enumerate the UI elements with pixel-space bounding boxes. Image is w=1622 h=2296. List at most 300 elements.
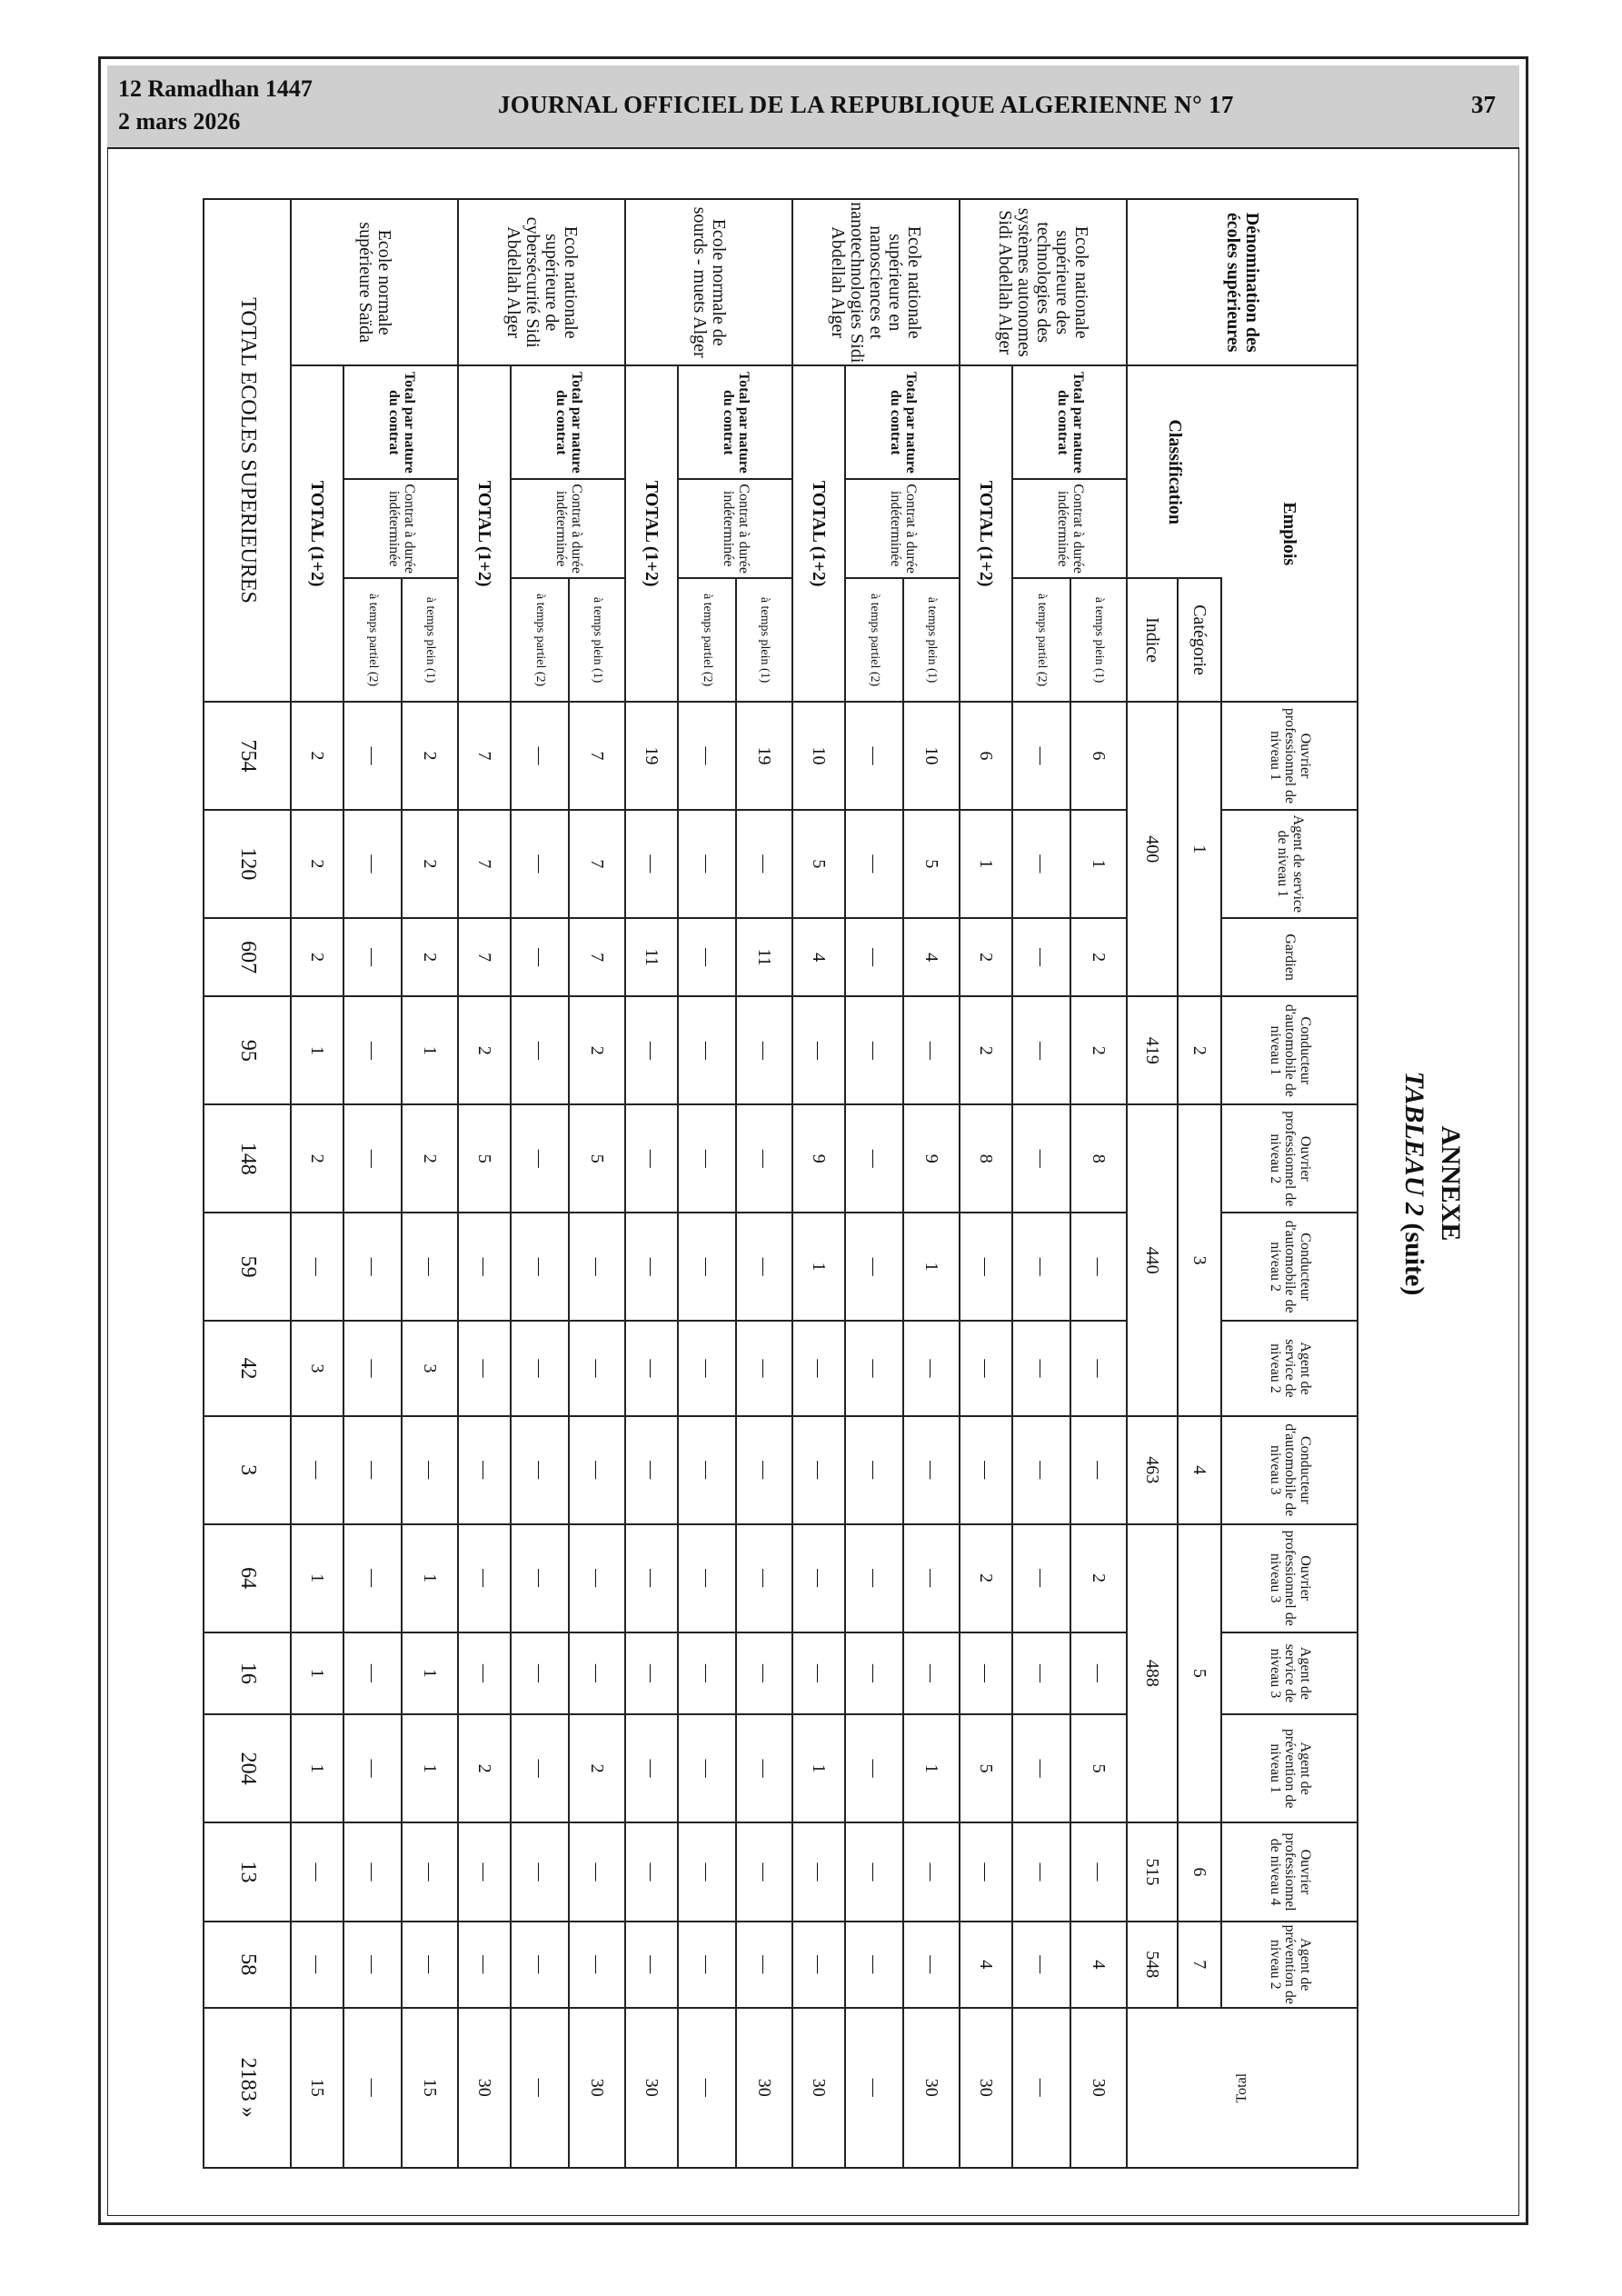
job-header: Conducteur d'automobile de niveau 1 [1221, 996, 1358, 1104]
value-cell: — [736, 1714, 792, 1822]
value-cell: 10 [792, 702, 845, 810]
value-cell: — [903, 996, 960, 1104]
value-cell: — [1012, 1714, 1070, 1822]
value-cell: — [792, 1922, 845, 2008]
value-cell: 15 [402, 2008, 458, 2168]
categorie-2: 2 [1178, 996, 1221, 1104]
value-cell: — [1012, 1922, 1070, 2008]
value-cell: 2 [458, 996, 511, 1104]
contrat-label: Contrat à durée indéterminée [1012, 479, 1127, 578]
job-header: Agent de service de niveau 3 [1221, 1632, 1358, 1715]
value-cell: 9 [792, 1104, 845, 1213]
value-cell: 1 [402, 1714, 458, 1822]
value-cell: — [1012, 810, 1070, 918]
value-cell: — [678, 1416, 736, 1524]
indice-400: 400 [1127, 702, 1178, 996]
value-cell: 30 [1070, 2008, 1127, 2168]
grand-total-cell: 95 [204, 996, 291, 1104]
value-cell: — [1012, 1104, 1070, 1213]
value-cell: — [845, 2008, 903, 2168]
classification-header: Classification [1127, 365, 1221, 578]
value-cell: — [736, 1416, 792, 1524]
value-cell: — [736, 1213, 792, 1321]
value-cell: 7 [458, 702, 511, 810]
total-1-2-label: TOTAL (1+2) [792, 365, 845, 702]
temps-plein-label: à temps plein (1) [1070, 578, 1127, 702]
value-cell: — [736, 996, 792, 1104]
categorie-5: 5 [1178, 1524, 1221, 1822]
value-cell: — [1012, 1524, 1070, 1632]
value-cell: — [569, 1822, 625, 1922]
value-cell: — [291, 1416, 343, 1524]
value-cell: 6 [960, 702, 1012, 810]
value-cell: — [511, 996, 569, 1104]
value-cell: 1 [903, 1714, 960, 1822]
value-cell: 11 [736, 918, 792, 997]
value-cell: 2 [291, 810, 343, 918]
value-cell: 2 [569, 1714, 625, 1822]
value-cell: — [960, 1321, 1012, 1416]
value-cell: — [736, 1321, 792, 1416]
value-cell: — [792, 996, 845, 1104]
job-header: Ouvrier professionnel de niveau 2 [1221, 1104, 1358, 1213]
temps-plein-label: à temps plein (1) [402, 578, 458, 702]
job-header: Ouvrier professionnel de niveau 4 [1221, 1822, 1358, 1922]
value-cell: — [1070, 1632, 1127, 1715]
value-cell: — [678, 918, 736, 997]
value-cell: — [343, 1104, 402, 1213]
total-1-2-label: TOTAL (1+2) [291, 365, 343, 702]
value-cell: — [291, 1822, 343, 1922]
school-row-total [291, 199, 343, 2168]
value-cell: — [845, 1104, 903, 1213]
value-cell: — [511, 1922, 569, 2008]
total-1-2-label: TOTAL (1+2) [960, 365, 1012, 702]
value-cell: — [1012, 1822, 1070, 1922]
grand-total-cell: 607 [204, 918, 291, 997]
value-cell: 7 [569, 810, 625, 918]
value-cell: — [511, 1822, 569, 1922]
value-cell: 1 [291, 1714, 343, 1822]
total-1-2-label: TOTAL (1+2) [625, 365, 678, 702]
temps-plein-label: à temps plein (1) [569, 578, 625, 702]
value-cell: — [678, 702, 736, 810]
value-cell: 19 [736, 702, 792, 810]
value-cell: — [960, 1822, 1012, 1922]
value-cell: — [569, 1632, 625, 1715]
value-cell: — [1070, 1822, 1127, 1922]
annex-subtitle [1398, 198, 1429, 2169]
job-header: Agent de service de niveau 2 [1221, 1321, 1358, 1416]
value-cell: 5 [792, 810, 845, 918]
value-cell: 1 [903, 1213, 960, 1321]
page-number: 37 [1471, 91, 1496, 118]
value-cell: — [458, 1321, 511, 1416]
value-cell: 7 [569, 918, 625, 997]
grand-total-cell: 16 [204, 1632, 291, 1715]
job-header: Agent de prévention de niveau 2 [1221, 1922, 1358, 2008]
value-cell: — [960, 1213, 1012, 1321]
value-cell: — [792, 1321, 845, 1416]
value-cell: — [511, 2008, 569, 2168]
value-cell: 5 [960, 1714, 1012, 1822]
value-cell: 1 [402, 1632, 458, 1715]
value-cell: — [458, 1922, 511, 2008]
indice-463: 463 [1127, 1416, 1178, 1524]
value-cell: — [1012, 1213, 1070, 1321]
value-cell: — [625, 1822, 678, 1922]
value-cell: 30 [792, 2008, 845, 2168]
job-header: Ouvrier professionnel de niveau 1 [1221, 702, 1358, 810]
value-cell: 7 [458, 810, 511, 918]
value-cell: — [511, 1321, 569, 1416]
value-cell: — [343, 1822, 402, 1922]
value-cell: 30 [569, 2008, 625, 2168]
value-cell: 15 [291, 2008, 343, 2168]
grand-total-cell: 59 [204, 1213, 291, 1321]
value-cell: 30 [625, 2008, 678, 2168]
value-cell: 2 [402, 918, 458, 997]
total-nature-label: Total par nature du contrat [343, 365, 458, 479]
value-cell: — [792, 1416, 845, 1524]
value-cell: 2 [1070, 996, 1127, 1104]
value-cell: — [569, 1321, 625, 1416]
school-name: Ecole nationale supérieure de cybersécurité Sidi Abdellah Alger [458, 199, 625, 365]
job-header: Conducteur d'automobile de niveau 2 [1221, 1213, 1358, 1321]
categorie-7: 7 [1178, 1922, 1221, 2008]
value-cell: 4 [903, 918, 960, 997]
value-cell: — [511, 810, 569, 918]
temps-partiel-label: à temps partiel (2) [845, 578, 903, 702]
value-cell: — [569, 1213, 625, 1321]
school-row-plein [736, 199, 792, 2168]
grand-total-cell: 204 [204, 1714, 291, 1822]
temps-partiel-label: à temps partiel (2) [343, 578, 402, 702]
value-cell: — [343, 2008, 402, 2168]
value-cell: — [903, 1922, 960, 2008]
value-cell: 2 [402, 1104, 458, 1213]
value-cell: — [678, 2008, 736, 2168]
value-cell: — [569, 1524, 625, 1632]
value-cell: — [1070, 1416, 1127, 1524]
categorie-1: 1 [1178, 702, 1221, 996]
value-cell: 4 [792, 918, 845, 997]
value-cell: — [736, 1922, 792, 2008]
contrat-label: Contrat à durée indéterminée [511, 479, 625, 578]
value-cell: — [1012, 996, 1070, 1104]
value-cell: — [678, 810, 736, 918]
school-row-plein [402, 199, 458, 2168]
grand-total-cell: 42 [204, 1321, 291, 1416]
value-cell: — [1012, 1416, 1070, 1524]
value-cell: 6 [1070, 702, 1127, 810]
value-cell: — [1012, 2008, 1070, 2168]
value-cell: — [903, 1822, 960, 1922]
value-cell: — [960, 1632, 1012, 1715]
grand-total-cell: 754 [204, 702, 291, 810]
value-cell: — [845, 1416, 903, 1524]
school-name: Ecole normale de sourds - muets Alger [625, 199, 792, 365]
value-cell: 1 [792, 1213, 845, 1321]
value-cell: — [511, 1213, 569, 1321]
indice-419: 419 [1127, 996, 1178, 1104]
value-cell: — [625, 1524, 678, 1632]
value-cell: — [736, 1524, 792, 1632]
value-cell: 30 [458, 2008, 511, 2168]
value-cell: 1 [291, 996, 343, 1104]
value-cell: 5 [903, 810, 960, 918]
value-cell: — [511, 1714, 569, 1822]
total-nature-label: Total par nature du contrat [678, 365, 792, 479]
job-header: Conducteur d'automobile de niveau 3 [1221, 1416, 1358, 1524]
value-cell: — [569, 1922, 625, 2008]
annex-table [203, 198, 1358, 2169]
value-cell: — [511, 1524, 569, 1632]
grand-total-cell: 2183 » [204, 2008, 291, 2168]
grand-total-cell: 64 [204, 1524, 291, 1632]
temps-partiel-label: à temps partiel (2) [678, 578, 736, 702]
value-cell: 30 [960, 2008, 1012, 2168]
temps-partiel-label: à temps partiel (2) [511, 578, 569, 702]
value-cell: — [625, 996, 678, 1104]
value-cell: — [845, 1922, 903, 2008]
value-cell: — [678, 1922, 736, 2008]
value-cell: — [343, 1524, 402, 1632]
grand-total-cell: 13 [204, 1822, 291, 1922]
value-cell: 30 [903, 2008, 960, 2168]
value-cell: 1 [402, 996, 458, 1104]
value-cell: — [625, 1714, 678, 1822]
value-cell: — [343, 1416, 402, 1524]
value-cell: — [343, 1714, 402, 1822]
value-cell: — [625, 1416, 678, 1524]
job-header: Gardien [1221, 918, 1358, 997]
value-cell: — [343, 996, 402, 1104]
value-cell: 1 [1070, 810, 1127, 918]
header-date-hijri: 12 Ramadhan 1447 [118, 75, 313, 102]
value-cell: — [678, 1104, 736, 1213]
value-cell: — [458, 1416, 511, 1524]
categorie-header: Catégorie [1178, 578, 1221, 702]
value-cell: — [736, 810, 792, 918]
value-cell: 1 [291, 1632, 343, 1715]
grand-total-label: TOTAL ECOLES SUPERIEURES [204, 199, 291, 702]
value-cell: — [845, 918, 903, 997]
value-cell: 30 [736, 2008, 792, 2168]
value-cell: — [402, 1922, 458, 2008]
value-cell: 2 [960, 1524, 1012, 1632]
rotated-annex [168, 198, 1466, 2169]
value-cell: — [625, 1321, 678, 1416]
grand-total-cell: 3 [204, 1416, 291, 1524]
value-cell: 10 [903, 702, 960, 810]
temps-plein-label: à temps plein (1) [903, 578, 960, 702]
journal-title: JOURNAL OFFICIEL DE LA REPUBLIQUE ALGERIENNE N° 17 [498, 91, 1234, 118]
value-cell: 1 [792, 1714, 845, 1822]
grand-total-row [204, 199, 291, 2168]
value-cell: — [736, 1822, 792, 1922]
value-cell: — [343, 918, 402, 997]
value-cell: — [678, 1822, 736, 1922]
value-cell: 5 [458, 1104, 511, 1213]
value-cell: 11 [625, 918, 678, 997]
value-cell: — [903, 1632, 960, 1715]
value-cell: — [402, 1213, 458, 1321]
value-cell: — [678, 1714, 736, 1822]
value-cell: — [402, 1822, 458, 1922]
school-row-plein [903, 199, 960, 2168]
value-cell: — [343, 1213, 402, 1321]
value-cell: 2 [402, 702, 458, 810]
school-row-total [625, 199, 678, 2168]
value-cell: — [343, 702, 402, 810]
value-cell: 7 [458, 918, 511, 997]
header-date-gregorian: 2 mars 2026 [118, 108, 241, 135]
value-cell: — [511, 1416, 569, 1524]
value-cell: — [511, 918, 569, 997]
value-cell: — [792, 1822, 845, 1922]
school-row-total [960, 199, 1012, 2168]
value-cell: — [736, 1104, 792, 1213]
value-cell: 2 [569, 996, 625, 1104]
value-cell: — [845, 810, 903, 918]
value-cell: — [1012, 918, 1070, 997]
value-cell: — [343, 1632, 402, 1715]
header-date [118, 73, 313, 138]
total-nature-label: Total par nature du contrat [845, 365, 960, 479]
grand-total-cell: 148 [204, 1104, 291, 1213]
temps-plein-label: à temps plein (1) [736, 578, 792, 702]
school-name: Ecole nationale supérieure en nanosciences et nanotechnologies Sidi Abdellah Alger [792, 199, 960, 365]
value-cell: 2 [291, 702, 343, 810]
value-cell: 2 [1070, 1524, 1127, 1632]
value-cell: 2 [291, 918, 343, 997]
value-cell: — [625, 1922, 678, 2008]
value-cell: — [343, 1321, 402, 1416]
value-cell: — [625, 1213, 678, 1321]
categorie-3: 3 [1178, 1104, 1221, 1416]
value-cell: — [845, 1524, 903, 1632]
value-cell: 1 [291, 1524, 343, 1632]
school-name: Ecole normale supérieure Saïda [291, 199, 458, 365]
value-cell: — [845, 1213, 903, 1321]
value-cell: — [458, 1524, 511, 1632]
value-cell: — [903, 1524, 960, 1632]
job-header: Ouvrier professionnel de niveau 3 [1221, 1524, 1358, 1632]
categorie-6: 6 [1178, 1822, 1221, 1922]
value-cell: 2 [458, 1714, 511, 1822]
value-cell: 5 [1070, 1714, 1127, 1822]
value-cell: 5 [569, 1104, 625, 1213]
value-cell: 4 [960, 1922, 1012, 2008]
contrat-label: Contrat à durée indéterminée [343, 479, 458, 578]
value-cell: 8 [960, 1104, 1012, 1213]
job-header: Agent de prévention de niveau 1 [1221, 1714, 1358, 1822]
total-nature-label: Total par nature du contrat [1012, 365, 1127, 479]
total-1-2-label: TOTAL (1+2) [458, 365, 511, 702]
value-cell: — [625, 1104, 678, 1213]
value-cell: 1 [960, 810, 1012, 918]
denomination-header: Dénomination des écoles supérieures [1127, 199, 1358, 365]
emplois-header: Emplois [1221, 365, 1358, 702]
value-cell: — [845, 1321, 903, 1416]
value-cell: — [625, 810, 678, 918]
value-cell: — [845, 702, 903, 810]
value-cell: — [960, 1416, 1012, 1524]
school-row-plein [1070, 199, 1127, 2168]
total-nature-label: Total par nature du contrat [511, 365, 625, 479]
value-cell: — [1012, 1321, 1070, 1416]
school-row-total [792, 199, 845, 2168]
value-cell: — [678, 1632, 736, 1715]
value-cell: 3 [402, 1321, 458, 1416]
value-cell: 19 [625, 702, 678, 810]
journal-header [107, 65, 1519, 149]
value-cell: 9 [903, 1104, 960, 1213]
value-cell: — [792, 1524, 845, 1632]
value-cell: — [511, 1632, 569, 1715]
value-cell: — [903, 1321, 960, 1416]
school-row-total [458, 199, 511, 2168]
value-cell: — [402, 1416, 458, 1524]
value-cell: 8 [1070, 1104, 1127, 1213]
value-cell: — [511, 1104, 569, 1213]
value-cell: — [291, 1922, 343, 2008]
annex-subtitle-suffix: (suite) [1399, 1223, 1429, 1296]
value-cell: — [678, 996, 736, 1104]
value-cell: — [1012, 702, 1070, 810]
value-cell: — [903, 1416, 960, 1524]
total-header: Total [1127, 2008, 1358, 2168]
value-cell: — [1070, 1213, 1127, 1321]
value-cell: — [458, 1822, 511, 1922]
value-cell: 2 [1070, 918, 1127, 997]
value-cell: — [845, 1632, 903, 1715]
value-cell: 7 [569, 702, 625, 810]
value-cell: — [1070, 1321, 1127, 1416]
value-cell: — [678, 1213, 736, 1321]
value-cell: — [678, 1524, 736, 1632]
temps-partiel-label: à temps partiel (2) [1012, 578, 1070, 702]
value-cell: — [625, 1632, 678, 1715]
value-cell: 1 [402, 1524, 458, 1632]
value-cell: — [792, 1632, 845, 1715]
value-cell: — [343, 1922, 402, 2008]
value-cell: — [291, 1213, 343, 1321]
school-name: Ecole nationale supérieure des technologies des systèmes autonomes Sidi Abdellah Alger [960, 199, 1127, 365]
value-cell: — [736, 1632, 792, 1715]
contrat-label: Contrat à durée indéterminée [845, 479, 960, 578]
grand-total-cell: 120 [204, 810, 291, 918]
value-cell: — [569, 1416, 625, 1524]
value-cell: — [458, 1632, 511, 1715]
value-cell: — [845, 1822, 903, 1922]
value-cell: — [458, 1213, 511, 1321]
value-cell: — [511, 702, 569, 810]
value-cell: — [678, 1321, 736, 1416]
value-cell: 2 [402, 810, 458, 918]
annex-title: ANNEXE [1436, 1125, 1466, 1242]
grand-total-cell: 58 [204, 1922, 291, 2008]
categorie-4: 4 [1178, 1416, 1221, 1524]
value-cell: 2 [960, 996, 1012, 1104]
job-header: Agent de service de niveau 1 [1221, 810, 1358, 918]
value-cell: 4 [1070, 1922, 1127, 2008]
indice-488: 488 [1127, 1524, 1178, 1822]
value-cell: — [343, 810, 402, 918]
indice-515: 515 [1127, 1822, 1178, 1922]
value-cell: 3 [291, 1321, 343, 1416]
